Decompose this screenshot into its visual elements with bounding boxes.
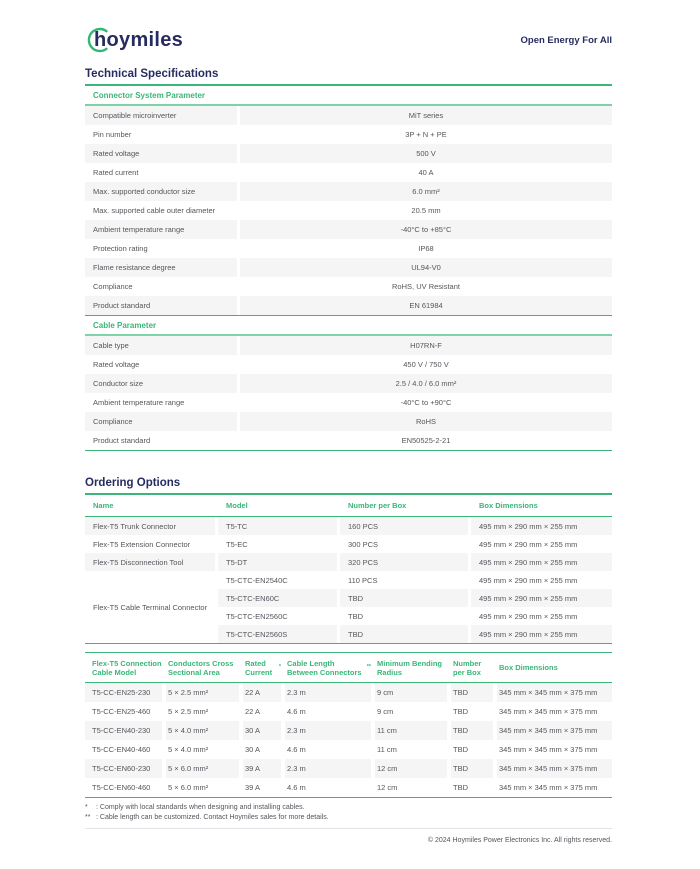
spec-row — [85, 374, 612, 393]
section-title-cable-parameter: Cable Parameter — [93, 321, 157, 330]
table-cell: T5-EC — [226, 539, 248, 549]
spec-row — [85, 277, 612, 296]
footer-divider — [85, 828, 612, 829]
table-cell: 495 mm × 290 mm × 255 mm — [479, 575, 578, 585]
table-cell: 12 cm — [375, 759, 447, 778]
column-header: Box Dimensions — [471, 495, 612, 516]
merged-rows — [218, 571, 612, 643]
table-cell: TBD — [340, 589, 468, 607]
table-cell: 4.6 m — [287, 745, 306, 754]
table-cell: Flex-T5 Extension Connector — [93, 539, 191, 549]
spec-label: Protection rating — [93, 244, 148, 253]
spec-label: Rated voltage — [93, 360, 140, 369]
hoymiles-logo — [85, 25, 183, 55]
spec-label: Compliance — [93, 282, 133, 291]
table-cell: 110 PCS — [348, 575, 378, 585]
table-cell: 4.6 m — [287, 707, 306, 716]
table-cell: 5 × 2.5 mm² — [166, 683, 239, 702]
table-row — [85, 553, 612, 571]
table-cell: 30 A — [245, 745, 261, 754]
table-cell: 345 mm × 345 mm × 375 mm — [497, 759, 612, 778]
table-cell: 345 mm × 345 mm × 375 mm — [499, 707, 598, 716]
merged-name-cell: Flex-T5 Cable Terminal Connector — [93, 602, 208, 612]
table-cell: 320 PCS — [340, 553, 468, 571]
table-cell: 160 PCS — [340, 517, 468, 535]
table-row — [85, 778, 612, 797]
table-cell: T5-CC-EN60-460 — [92, 783, 151, 792]
table-cell: TBD — [451, 683, 493, 702]
footnote-line — [85, 803, 612, 813]
cable-parameter-table — [85, 334, 612, 451]
table-cell: TBD — [340, 625, 468, 643]
table-cell: 5 × 6.0 mm² — [166, 759, 239, 778]
table-cell: 4.6 m — [287, 783, 306, 792]
table-cell: 2.3 m — [285, 683, 371, 702]
copyright-text: © 2024 Hoymiles Power Electronics Inc. All rights reserved. — [427, 837, 612, 844]
brand-tagline: Open Energy For All — [520, 34, 612, 46]
spec-label: Pin number — [93, 130, 132, 139]
table-cell: 5 × 4.0 mm² — [168, 745, 209, 754]
footnote-text: : Cable length can be customized. Contact Hoymiles sales for more details. — [96, 814, 329, 821]
table-cell: 9 cm — [375, 683, 447, 702]
section-title-connector-system: Connector System Parameter — [93, 91, 206, 100]
table-cell: 5 × 4.0 mm² — [166, 721, 239, 740]
table-row — [85, 535, 612, 553]
table-row — [218, 589, 612, 607]
table-row — [218, 625, 612, 643]
column-header: Number per Box — [451, 653, 493, 682]
spec-value: -40°C to +85°C — [240, 220, 612, 239]
table-cell: T5-CC-EN60-230 — [85, 759, 162, 778]
column-header: Model — [218, 495, 337, 516]
table-cell: T5-CC-EN25-460 — [92, 707, 151, 716]
table-cell: 39 A — [245, 783, 261, 792]
table-row — [85, 721, 612, 740]
spec-row — [85, 393, 612, 412]
table-cell: 495 mm × 290 mm × 255 mm — [479, 611, 578, 621]
spec-value: H07RN-F — [240, 336, 612, 355]
spec-value: -40°C to +90°C — [400, 398, 452, 407]
table-cell: 345 mm × 345 mm × 375 mm — [497, 721, 612, 740]
table-cell: 9 cm — [377, 707, 394, 716]
table-cell: 345 mm × 345 mm × 375 mm — [497, 683, 612, 702]
spec-label: Compatible microinverter — [85, 106, 237, 125]
table-cell: TBD — [451, 721, 493, 740]
footnotes — [85, 803, 612, 823]
table-cell: 345 mm × 345 mm × 375 mm — [499, 783, 598, 792]
spec-label: Product standard — [93, 436, 151, 445]
table-cell: TBD — [348, 611, 363, 621]
footnote-text: : Comply with local standards when designing and installing cables. — [96, 804, 305, 811]
spec-value: RoHS — [240, 412, 612, 431]
table-cell: T5-CTC-EN2560C — [226, 611, 288, 621]
tech-specs-title: Technical Specifications — [85, 68, 612, 86]
table-row — [85, 683, 612, 702]
column-header: Box Dimensions — [497, 653, 612, 682]
table-cell: 2.3 m — [285, 721, 371, 740]
spec-row — [85, 239, 612, 258]
table-row — [85, 740, 612, 759]
spec-label: Flame resistance degree — [85, 258, 237, 277]
table-cell: T5-CC-EN25-230 — [85, 683, 162, 702]
table-cell: 30 A — [243, 721, 281, 740]
spec-label: Max. supported cable outer diameter — [93, 206, 216, 215]
merged-group — [85, 571, 612, 643]
spec-row — [85, 258, 612, 277]
spec-value: RoHS, UV Resistant — [392, 282, 460, 291]
table-cell: 22 A — [245, 707, 261, 716]
ordering-options-title: Ordering Options — [85, 477, 612, 495]
table-cell: T5-DT — [218, 553, 337, 571]
table-cell: T5-CC-EN40-230 — [85, 721, 162, 740]
column-header: Cable Length Between Connectors ** — [285, 653, 371, 682]
table-cell: 495 mm × 290 mm × 255 mm — [471, 589, 612, 607]
logo-text: hoymiles — [94, 28, 184, 51]
spec-row — [85, 106, 612, 125]
table-cell: Flex-T5 Trunk Connector — [85, 517, 215, 535]
spec-row — [85, 201, 612, 220]
page-header — [85, 24, 612, 56]
column-header: Minimum Bending Radius — [375, 653, 447, 682]
spec-value: UL94-V0 — [240, 258, 612, 277]
table-cell: T5-CTC-EN2560S — [218, 625, 337, 643]
spec-value: IP68 — [418, 244, 434, 253]
spec-value: MiT series — [240, 106, 612, 125]
spec-row — [85, 220, 612, 239]
spec-row — [85, 144, 612, 163]
spec-value: 500 V — [240, 144, 612, 163]
spec-row — [85, 182, 612, 201]
spec-label: Compliance — [85, 412, 237, 431]
table-cell: 11 cm — [377, 745, 397, 754]
table-row — [85, 759, 612, 778]
spec-label: Rated current — [93, 168, 139, 177]
spec-label: Ambient temperature range — [93, 398, 185, 407]
column-header: Number per Box — [340, 495, 468, 516]
table-cell: 495 mm × 290 mm × 255 mm — [471, 517, 612, 535]
spec-value: 450 V / 750 V — [403, 360, 449, 369]
table-cell: 5 × 6.0 mm² — [168, 783, 209, 792]
table-cell: 300 PCS — [348, 539, 379, 549]
spec-row — [85, 125, 612, 144]
column-header: Conductors Cross Sectional Area — [166, 653, 239, 682]
table-cell: 12 cm — [377, 783, 398, 792]
table-cell: TBD — [453, 745, 468, 754]
table-cell: TBD — [453, 783, 468, 792]
table1-header-row — [85, 495, 612, 517]
table-row — [218, 607, 612, 625]
footnote-marker: * — [85, 804, 88, 811]
spec-row — [85, 412, 612, 431]
spec-label: Ambient temperature range — [85, 220, 237, 239]
connector-system-table — [85, 104, 612, 316]
table-cell: T5-CTC-EN2540C — [226, 575, 288, 585]
spec-value: EN 61984 — [240, 296, 612, 315]
table-cell: T5-TC — [218, 517, 337, 535]
spec-row — [85, 163, 612, 182]
spec-row — [85, 355, 612, 374]
spec-value: 40 A — [418, 168, 434, 177]
footnote-line — [85, 813, 612, 823]
spec-row — [85, 296, 612, 315]
spec-value: 20.5 mm — [411, 206, 441, 215]
column-header: Flex-T5 Connection Cable Model — [85, 653, 162, 682]
ordering-table-cables — [85, 652, 612, 798]
table-row — [85, 517, 612, 535]
spec-label: Conductor size — [85, 374, 237, 393]
ordering-table-connectors — [85, 495, 612, 644]
spec-label: Max. supported conductor size — [85, 182, 237, 201]
table-cell: 22 A — [243, 683, 281, 702]
table-cell: T5-CTC-EN60C — [218, 589, 337, 607]
table-cell: 39 A — [243, 759, 281, 778]
column-header: Name — [85, 495, 215, 516]
table-row — [218, 571, 612, 589]
table-cell: 345 mm × 345 mm × 375 mm — [499, 745, 598, 754]
table-cell: 11 cm — [375, 721, 447, 740]
spec-label: Cable type — [85, 336, 237, 355]
table-cell: 495 mm × 290 mm × 255 mm — [471, 553, 612, 571]
table-cell: 2.3 m — [285, 759, 371, 778]
table-row — [85, 702, 612, 721]
spec-value: 3P + N + PE — [405, 130, 447, 139]
table-cell: 5 × 2.5 mm² — [168, 707, 209, 716]
table2-header-row — [85, 653, 612, 683]
header-footnote-marker: * — [278, 664, 281, 670]
table-cell: TBD — [451, 759, 493, 778]
spec-row — [85, 336, 612, 355]
table-cell: Flex-T5 Disconnection Tool — [85, 553, 215, 571]
table-cell: 495 mm × 290 mm × 255 mm — [471, 625, 612, 643]
header-footnote-marker: ** — [366, 664, 371, 670]
spec-label: Product standard — [85, 296, 237, 315]
table-cell: T5-CC-EN40-460 — [92, 745, 151, 754]
spec-value: 6.0 mm² — [240, 182, 612, 201]
spec-label: Rated voltage — [85, 144, 237, 163]
column-header: Rated Current * — [243, 653, 281, 682]
table-cell: 495 mm × 290 mm × 255 mm — [479, 539, 578, 549]
footnote-marker: ** — [85, 814, 91, 821]
spec-value: 2.5 / 4.0 / 6.0 mm² — [240, 374, 612, 393]
spec-value: EN50525-2-21 — [401, 436, 451, 445]
spec-row — [85, 431, 612, 450]
table-cell: TBD — [453, 707, 468, 716]
